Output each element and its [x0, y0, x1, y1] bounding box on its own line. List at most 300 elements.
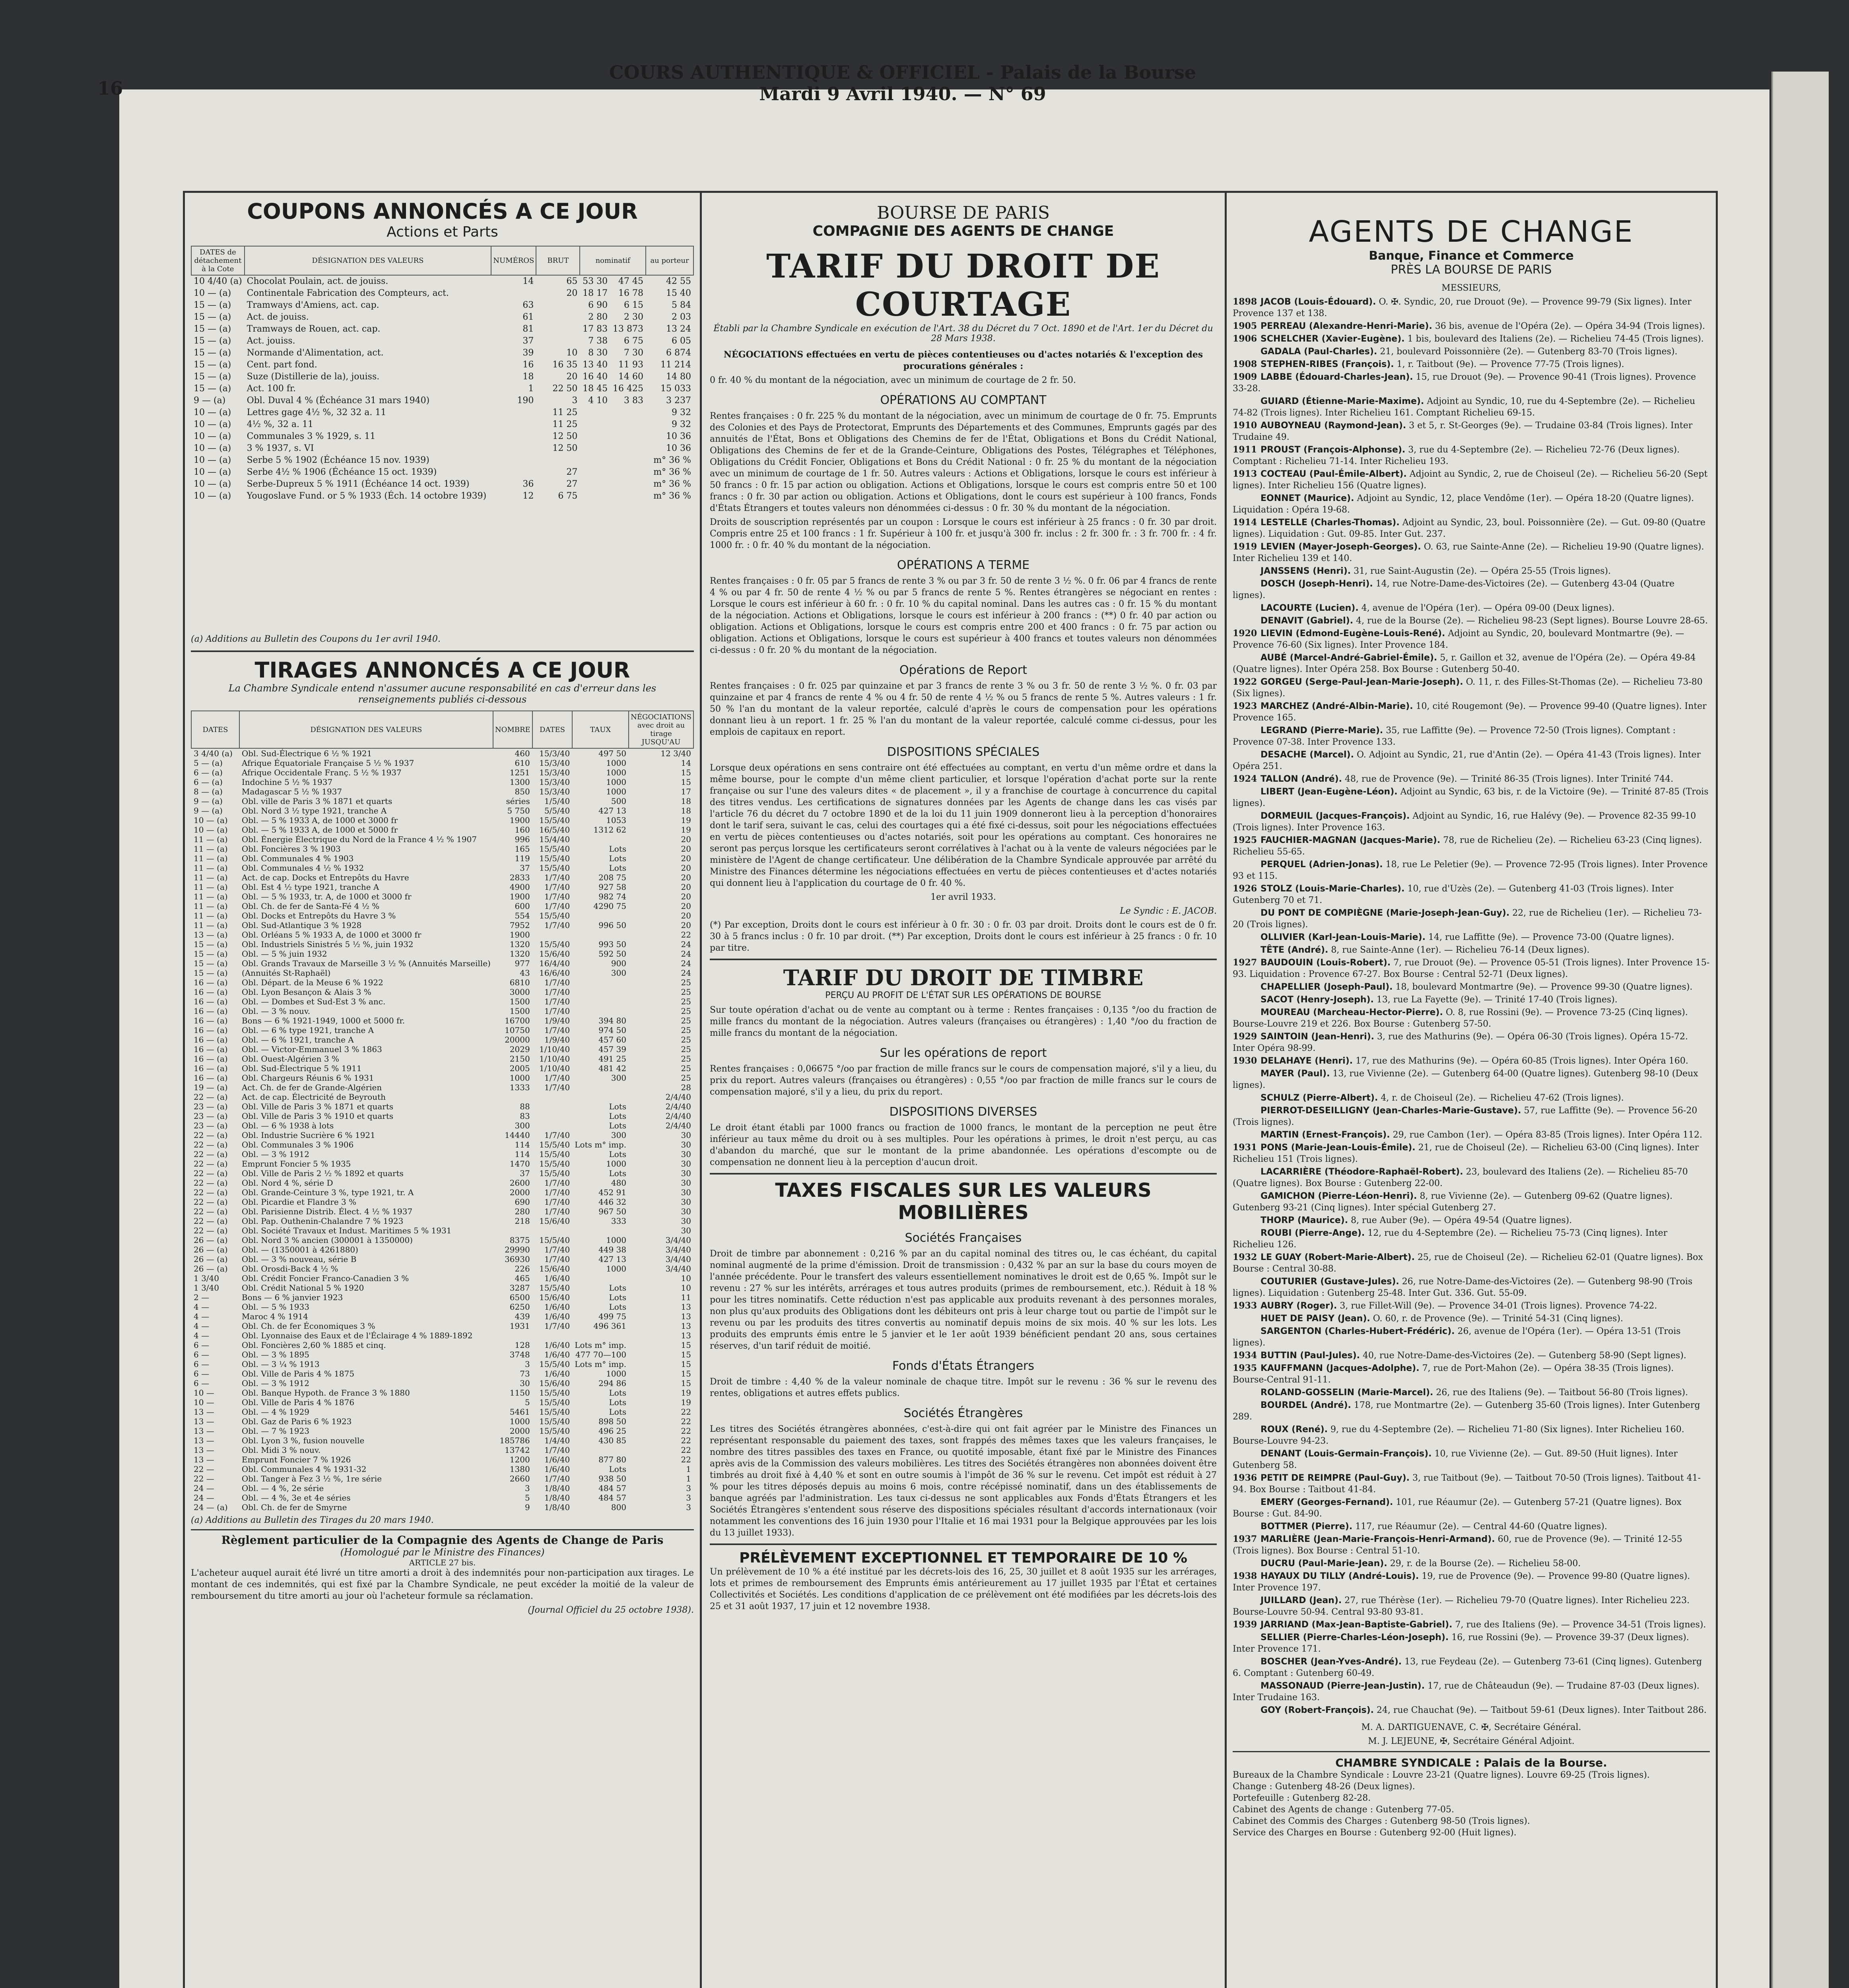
tirage-cell: 165	[515, 844, 530, 854]
agents-secretaire: M. A. DARTIGUENAVE, C. ✠, Secrétaire Général.	[1361, 1722, 1581, 1732]
coupon-cell	[491, 419, 536, 431]
agent-name: DORMEUIL (Jacques-François).	[1261, 811, 1410, 821]
tirage-row	[191, 920, 693, 930]
tirage-cell: 1000	[509, 1417, 530, 1426]
agent-name: SCHELCHER (Xavier-Eugène).	[1261, 334, 1405, 344]
tirage-cell: Act. de cap. Électricité de Beyrouth	[241, 1092, 386, 1102]
agent-year: 1925	[1233, 835, 1257, 845]
next-page-edge	[1771, 72, 1829, 1988]
coupon-cell: 15 40	[666, 288, 691, 298]
coupons-col-designation: DÉSIGNATION DES VALEURS	[245, 246, 491, 275]
agent-entry	[1233, 1448, 1710, 1471]
coupon-row	[191, 323, 693, 335]
coupon-cell: 53 30	[583, 276, 608, 286]
tirage-row	[191, 806, 693, 815]
tirage-cell: Afrique Équatoriale Française 5 ½ % 1937	[241, 758, 414, 768]
agent-year: 1935	[1233, 1363, 1257, 1373]
tirage-cell	[572, 978, 629, 987]
nego-text: 0 fr. 40 % du montant de la négociation, avec un minimum de courtage de 2 fr. 50.	[710, 375, 1076, 385]
tirage-cell: 13742	[505, 1445, 530, 1455]
tirage-cell: 16/6/40	[539, 968, 570, 978]
agent-year: 1930	[1233, 1056, 1257, 1066]
agent-details: O. 8, rue Rossini (9e). — Provence 73-25 (Cinq lignes). Bourse-Louvre 219 et 226. Box Bourse : Gutenberg 57-50.	[1233, 1008, 1688, 1029]
reglement-title: Règlement particulier de la Compagnie des Agents de Change de Paris	[221, 1534, 664, 1547]
tirage-row	[191, 1483, 693, 1493]
agent-entry	[1233, 493, 1710, 516]
agent-details: Adjoint au Syndic, 23, boul. Poissonnière (2e). — Gut. 09-80 (Quatre lignes). Liquidation : Gut. 09-85. Inter Gut. 237.	[1233, 518, 1706, 539]
timbre-title: TARIF DU DROIT DE TIMBRE	[783, 965, 1144, 990]
coupon-cell: 10 36	[666, 443, 691, 453]
tirage-cell: 15/6/40	[539, 1216, 570, 1226]
tirage-cell: 500	[611, 796, 627, 806]
chambre-line: Change : Gutenberg 48-26 (Deux lignes).	[1233, 1782, 1415, 1792]
coupon-cell: Normande d'Alimentation, act.	[247, 348, 384, 358]
tirage-cell: Obl. Nord 4 %, série D	[241, 1178, 333, 1188]
coupon-cell	[536, 323, 580, 335]
tirage-row	[191, 997, 693, 1006]
agent-entry	[1233, 628, 1710, 651]
agent-details: 8, rue Sainte-Anne (1er). — Richelieu 76-14 (Deux lignes).	[1331, 945, 1590, 955]
coupon-cell: 18	[522, 372, 534, 382]
tirage-cell: 1000	[606, 1369, 627, 1378]
agent-details: 26, rue Notre-Dame-des-Victoires (2e). — Gutenberg 98-90 (Trois lignes). Liquidation : Gutenberg 25-48. Inter Gut. 336. Gut. 55-09.	[1233, 1277, 1693, 1298]
tirage-cell: 477 70—100	[575, 1350, 627, 1359]
tirage-cell: 15/3/40	[539, 768, 570, 777]
tirage-cell: 2 —	[194, 1293, 210, 1302]
tirage-cell: 20	[681, 892, 691, 901]
agent-details: 25, rue de Choiseul (2e). — Richelieu 62-01 (Quatre lignes). Box Bourse : Central 30-88.	[1233, 1252, 1703, 1274]
coupon-cell: Yougoslave Fund. or 5 % 1933 (Éch. 14 octobre 1939)	[247, 491, 487, 501]
tirage-cell: 15/6/40	[539, 949, 570, 959]
agent-details: Adjoint au Syndic, 20, boulevard Montmartre (9e). — Provence 76-60 (Six lignes). Inter Provence 184.	[1233, 629, 1684, 650]
tirage-cell: 4900	[509, 882, 530, 892]
tirage-cell: 15/5/40	[539, 911, 570, 920]
coupon-cell	[580, 454, 610, 466]
agent-name: PETIT DE REIMPRE (Paul-Guy).	[1261, 1473, 1410, 1483]
tirage-cell: 1/7/40	[544, 873, 570, 882]
coupon-cell: 16 40	[583, 372, 608, 382]
bourse-title: BOURSE DE PARIS	[876, 203, 1050, 223]
tirage-cell: 1/6/40	[544, 1455, 570, 1464]
agent-details: 18, boulevard Montmartre (9e). — Provence 99-30 (Quatre lignes).	[1395, 982, 1693, 992]
tirage-cell: 15	[681, 1378, 691, 1388]
tirage-cell: 15/4/40	[539, 835, 570, 844]
agent-entry	[1233, 1068, 1710, 1091]
coupon-cell	[491, 466, 536, 478]
tirage-cell: Obl. Industrie Sucrière 6 % 1921	[241, 1130, 375, 1140]
coupon-row	[191, 299, 693, 311]
soc-etr-text: Les titres des Sociétés étrangères abonnées, c'est-à-dire qui ont fait agréer par le Ministre des Finances un représentant responsable du paiement des taxes, sont frappés des mêmes taxes que les valeurs françaises, le nombre des titres passibles des taxes en France, ou quotité imposable, étant fixé par le Ministre des Finances après avis de la Commission des valeurs mobilières. Les titres des Sociétés étrangères non abonnées doivent être timbrés au droit fixé à 4,40 % et sont en outre soumis à l'impôt de 36 % sur le revenu. Cet impôt est réduit à 27 % pour les titres déposés depuis au moins 6 mois, contre récépissé nominatif, dans un des établissements de banque agréés par l'administration. Les taux ci-dessus ne sont applicables aux Fonds d'États Étrangers et les Sociétés Étrangères s'entendent sous réserve des dispositions spéciales résultant d'accords internationaux (voir notamment les conventions des 16 juin 1930 pour l'Italie et 16 mai 1931 pour la Belgique approuvées par les lois du 13 juillet 1933).	[710, 1424, 1217, 1538]
agent-details: 14, rue Notre-Dame-des-Victoires (2e). — Gutenberg 43-04 (Quatre lignes).	[1233, 579, 1675, 600]
agent-name: ROUX (René).	[1261, 1425, 1328, 1435]
coupon-cell: 37	[522, 336, 534, 346]
tirage-cell: 1/7/40	[544, 987, 570, 997]
agent-name: DU PONT DE COMPIÈGNE (Marie-Joseph-Jean-Guy).	[1261, 908, 1510, 918]
agent-entry	[1233, 810, 1710, 833]
tirage-cell: 30	[681, 1226, 691, 1235]
agent-name: STOLZ (Louis-Marie-Charles).	[1261, 884, 1405, 894]
tirage-cell: 6 —	[194, 1340, 210, 1350]
tirage-cell	[572, 1092, 629, 1102]
tirage-cell: 11 — (a)	[194, 854, 228, 863]
tirage-cell: 11 — (a)	[194, 911, 228, 920]
tirage-cell: 15 — (a)	[194, 968, 228, 978]
tirage-row	[191, 854, 693, 863]
tirage-cell: 15/5/40	[539, 1140, 570, 1149]
tirage-cell: 7952	[509, 920, 530, 930]
coupon-row	[191, 287, 693, 299]
coupon-cell: 22 50	[552, 384, 578, 394]
coupon-cell: Serbe 5 % 1902 (Échéance 15 nov. 1939)	[247, 455, 429, 465]
agent-entry	[1233, 1031, 1710, 1054]
tirage-cell: 1333	[509, 1083, 530, 1092]
agent-details: 3, rue des Mathurins (9e). — Opéra 06-30 (Trois lignes). Opéra 15-72. Inter Opéra 98-99.	[1233, 1032, 1688, 1053]
agent-name: AUBRY (Roger).	[1261, 1301, 1337, 1311]
tirage-row	[191, 796, 693, 806]
tirage-cell: 4 —	[194, 1321, 210, 1331]
tirage-cell: 30	[681, 1140, 691, 1149]
tirage-row	[191, 1178, 693, 1188]
agent-entry	[1233, 541, 1710, 564]
tirage-cell: 15/5/40	[539, 1283, 570, 1293]
tirage-cell: Obl. Grands Travaux de Marseille 3 ½ % (Annuités Marseille)	[241, 959, 491, 968]
tirage-cell: 300	[611, 968, 627, 978]
coupon-cell	[580, 490, 610, 502]
tirage-row	[191, 777, 693, 787]
coupon-cell: 10 — (a)	[194, 408, 231, 417]
coupon-cell: 42 55	[666, 276, 691, 286]
coupon-row	[191, 371, 693, 383]
coupon-cell	[491, 454, 536, 466]
tirage-cell: 1251	[509, 768, 530, 777]
report-timbre-text: Rentes françaises : 0,06675 °/oo par fraction de mille francs sur le cours de compensation majoré, s'il y a lieu, du prix du report. Autres valeurs (françaises ou étrangères) : 0,55 °/oo par fraction de mille francs sur le cours de compensation majoré, s'il y a lieu, du prix du report.	[710, 1064, 1217, 1097]
tirage-cell: 20	[681, 835, 691, 844]
agent-entry	[1233, 1142, 1710, 1165]
agent-year: 1934	[1233, 1350, 1257, 1361]
agent-entry	[1233, 1300, 1710, 1312]
tirage-cell: 1/7/40	[544, 1445, 570, 1455]
tirage-row	[191, 1102, 693, 1111]
agent-name: MARLIÈRE (Jean-Marie-François-Henri-Armand).	[1261, 1534, 1495, 1544]
agent-entry	[1233, 749, 1710, 772]
soc-fr-text: Droit de timbre par abonnement : 0,216 % par an du capital nominal des titres ou, le cas échéant, du capital nominal augmenté de la prime d'émission. Droit de transmission : 0,432 % par an sur la base du cours moyen de l'année précédente. Pour le transfert des valeurs essentiellement nominatives le droit est de 0,65 %. Impôt sur le revenu : 27 % sur les intérêts, arrérages et tous autres produits (primes de remboursement, etc.). Réduit à 18 % pour les titres nominatifs. Cette réduction n'est pas applicable aux produits revenant à des personnes morales, non plus qu'aux produits des Obligations dont les débiteurs ont pris à leur charge tout ou partie de l'impôt sur le revenu ou par les produits des titres convertis au nominatif depuis moins de six mois. 40 % sur les lots. Les produits des emprunts émis entre le 5 janvier et le 1er août 1939 bénéficient pendant 20 ans, sous certaines réserves, d'un tarif réduit de moitié.	[710, 1249, 1217, 1351]
tirage-cell: 3/4/40	[665, 1254, 691, 1264]
tirage-cell: 3 4/40 (a)	[194, 749, 233, 758]
agent-name: MARTIN (Ernest-François).	[1261, 1130, 1390, 1140]
tirage-cell: 16 — (a)	[194, 1016, 228, 1025]
tirage-row	[191, 1293, 693, 1302]
coupon-cell: 15 — (a)	[194, 336, 231, 346]
left-column	[191, 199, 694, 1988]
tirage-cell: 1200	[509, 1455, 530, 1464]
tirage-cell: 2/4/40	[665, 1121, 691, 1130]
tirage-cell: 119	[515, 854, 530, 863]
tirage-cell: 1/7/40	[544, 1474, 570, 1483]
tirage-cell: Lots	[609, 1283, 627, 1293]
tirage-cell: Indochine 5 ½ % 1937	[241, 777, 333, 787]
agent-entry	[1233, 1656, 1710, 1679]
agent-details: 4, rue de la Bourse (2e). — Richelieu 98-23 (Sept lignes). Bourse Louvre 28-65.	[1356, 616, 1708, 626]
tirage-cell: 16 — (a)	[194, 987, 228, 997]
coupon-cell: 16 78	[618, 288, 643, 298]
col-divider-2	[1225, 191, 1227, 1988]
tirage-cell: Obl. Communales 4 % 1903	[241, 854, 354, 863]
tirage-cell: 1/6/40	[544, 1302, 570, 1312]
agent-entry	[1233, 444, 1710, 467]
tirages-table	[191, 711, 694, 1512]
tirage-cell: 25	[681, 987, 691, 997]
agent-entry	[1233, 1350, 1710, 1361]
coupon-cell	[610, 454, 646, 466]
tirage-cell: 690	[515, 1197, 530, 1207]
tirage-cell: 11 — (a)	[194, 863, 228, 873]
tirage-cell: 1931	[509, 1321, 530, 1331]
tirage-cell: Obl. — 4 %, 2e série	[241, 1483, 324, 1493]
agent-name: PIERROT-DESEILLIGNY (Jean-Charles-Marie-Gustave).	[1261, 1106, 1521, 1116]
tirage-cell: 1/5/40	[544, 796, 570, 806]
tirage-cell: 16 — (a)	[194, 978, 228, 987]
tirage-cell	[572, 1083, 629, 1092]
tirage-cell: Obl. Midi 3 % nouv.	[241, 1445, 321, 1455]
coupon-row	[191, 443, 693, 454]
tirage-cell: Lots	[609, 1102, 627, 1111]
agent-entry	[1233, 725, 1710, 748]
tirage-row	[191, 768, 693, 777]
tirage-cell: 26 — (a)	[194, 1245, 228, 1254]
coupons-col-numeros: NUMÉROS	[491, 246, 536, 275]
tirage-cell: 83	[520, 1111, 530, 1121]
coupon-cell: 7 38	[588, 336, 608, 346]
coupons-subtitle: Actions et Parts	[387, 224, 498, 240]
dispo-date: 1er avril 1933.	[930, 892, 996, 902]
chambre-title: CHAMBRE SYNDICALE : Palais de la Bourse.	[1335, 1756, 1607, 1769]
tirage-cell: 4 —	[194, 1312, 210, 1321]
chambre-line: Cabinet des Agents de change : Gutenberg 77-05.	[1233, 1805, 1455, 1815]
tirage-cell: 300	[515, 1121, 530, 1130]
coupons-title: COUPONS ANNONCÉS A CE JOUR	[247, 199, 638, 224]
middle-column	[710, 203, 1217, 1988]
tirage-cell: 15/5/40	[539, 1169, 570, 1178]
agent-details: O. 60, r. de Provence (9e). — Trinité 54-31 (Cinq lignes).	[1373, 1314, 1623, 1324]
tirages-footnote: (a) Additions au Bulletin des Tirages du 20 mars 1940.	[191, 1515, 434, 1525]
tirage-cell: 554	[515, 911, 530, 920]
tirage-cell: 36930	[505, 1254, 530, 1264]
tirage-cell: Lots	[609, 1302, 627, 1312]
agent-name: CHAPELLIER (Joseph-Paul).	[1261, 982, 1393, 992]
tirage-cell: Bons — 6 % janvier 1923	[241, 1293, 343, 1302]
tirage-cell: 25	[681, 997, 691, 1006]
tirage-cell	[532, 1226, 573, 1235]
tirage-cell: Obl. Foncières 3 % 1903	[241, 844, 341, 854]
tirage-cell: Obl. — 3 ¼ % 1913	[241, 1359, 320, 1369]
coupons-col-porteur: au porteur	[646, 246, 693, 275]
agent-details: 23, boulevard des Italiens (2e). — Richelieu 85-70 (Quatre lignes). Box Bourse : Gutenberg 22-00.	[1233, 1167, 1688, 1188]
tirage-cell: 11 — (a)	[194, 892, 228, 901]
agents-adjoint: M. J. LEJEUNE, ✠, Secrétaire Général Adjoint.	[1368, 1736, 1575, 1746]
agent-entry	[1233, 1313, 1710, 1324]
agent-entry	[1233, 1472, 1710, 1495]
tirage-cell: 1/4/40	[544, 1436, 570, 1445]
tirage-cell: 22 —	[194, 1464, 214, 1474]
tirage-cell: Obl. Gaz de Paris 6 % 1923	[241, 1417, 352, 1426]
coupon-cell: Serbe 4½ % 1906 (Échéance 15 oct. 1939)	[247, 467, 437, 477]
agent-year: 1924	[1233, 774, 1257, 784]
tirage-row	[191, 940, 693, 949]
tirage-cell: 9 — (a)	[194, 806, 223, 815]
tirage-cell: 13 —	[194, 1436, 214, 1445]
agent-name: BAUDOUIN (Louis-Robert).	[1261, 958, 1391, 968]
agent-details: 29, r. de la Bourse (2e). — Richelieu 58-00.	[1390, 1559, 1581, 1569]
tirage-cell	[572, 987, 629, 997]
tirage-cell	[572, 1445, 629, 1455]
tirage-cell: 5	[524, 1493, 530, 1503]
tirage-cell: 22	[681, 1445, 691, 1455]
tirage-cell: 16/5/40	[539, 825, 570, 835]
tirage-cell: 15/5/40	[539, 1388, 570, 1398]
tirage-row	[191, 1216, 693, 1226]
tirage-cell: 2/4/40	[665, 1092, 691, 1102]
tirage-cell: Lots	[609, 1398, 627, 1407]
op-report-text: Rentes françaises : 0 fr. 025 par quinzaine et par 3 francs de rente 3 % ou 3 fr. 50 de rente 3 ½ %. 0 fr. 03 par quinzaine et par 4 francs de rente 4 % ou 4 fr. 50 de rente 4 ½ % ou 5 francs de rente 5 %. Autres valeurs : 1 fr. 50 % l'an du montant de la valeur reportée, calculé d'après le cours de compensation pour les opérations donnant lieu à un report. 1 fr. 25 % l'an du montant de la valeur reportée, calculé comme ci-dessus, pour les emplois de capitaux en report.	[710, 681, 1217, 737]
coupon-row	[191, 359, 693, 371]
tirage-row	[191, 1493, 693, 1503]
agent-details: 3, rue Fillet-Will (9e). — Provence 34-01 (Trois lignes). Provence 74-22.	[1340, 1301, 1657, 1311]
agents-subtitle2: PRÈS LA BOURSE DE PARIS	[1391, 263, 1552, 277]
tirage-cell: 15/5/40	[539, 1398, 570, 1407]
tirage-cell: 15 — (a)	[194, 940, 228, 949]
tirage-row	[191, 1207, 693, 1216]
coupon-cell: 20	[566, 372, 578, 382]
tirage-cell: 15	[681, 768, 691, 777]
tirage-cell: 1/7/40	[544, 1321, 570, 1331]
tirage-cell: 19 — (a)	[194, 1083, 228, 1092]
tirage-cell: 600	[515, 901, 530, 911]
coupon-cell: Lettres gage 4½ %, 32 32 a. 11	[247, 408, 387, 417]
tirage-cell: 15/5/40	[539, 1149, 570, 1159]
coupon-cell: 15 — (a)	[194, 312, 231, 322]
tirage-cell: 1/7/40	[544, 1083, 570, 1092]
tirage-cell: 30	[681, 1197, 691, 1207]
tirage-cell: 15/5/40	[539, 844, 570, 854]
tirage-cell: Obl. — 3 % nouv.	[241, 1006, 311, 1016]
tirage-cell: 20000	[505, 1035, 530, 1044]
agent-details: 19, rue de Provence (9e). — Provence 99-80 (Quatre lignes). Inter Provence 197.	[1233, 1571, 1690, 1593]
tirage-cell: 1/7/40	[544, 1178, 570, 1188]
tirage-cell: Obl. — 3 % 1912	[241, 1149, 309, 1159]
tirage-cell	[572, 997, 629, 1006]
agent-name: BUTTIN (Paul-Jules).	[1261, 1351, 1360, 1361]
tirage-row	[191, 1044, 693, 1054]
agent-entry	[1233, 1215, 1710, 1226]
tirage-cell: 3/4/40	[665, 1235, 691, 1245]
tirage-row	[191, 1436, 693, 1445]
coupon-cell: 27	[566, 479, 578, 489]
tirage-cell: 16 — (a)	[194, 1064, 228, 1073]
tirage-cell: 900	[611, 959, 627, 968]
tirage-cell: Lots	[609, 854, 627, 863]
agent-year: 1909	[1233, 372, 1257, 382]
tirage-cell: 218	[515, 1216, 530, 1226]
agent-year: 1938	[1233, 1571, 1257, 1581]
coupon-cell: 13 24	[666, 324, 691, 334]
coupon-cell: 6 75	[624, 336, 643, 346]
tirages-col-remb-dates: DATES	[532, 711, 573, 748]
tirage-cell: 19	[681, 825, 691, 835]
coupon-cell: m° 36 %	[653, 455, 691, 465]
tirage-cell: 10 — (a)	[194, 815, 228, 825]
tirage-cell: 24	[681, 940, 691, 949]
coupon-cell: Tramways de Rouen, act. cap.	[247, 324, 381, 334]
tirage-cell: 20	[681, 854, 691, 863]
tirage-cell: 16 — (a)	[194, 1073, 228, 1083]
agent-entry	[1233, 1166, 1710, 1189]
tirage-cell: 15/3/40	[539, 777, 570, 787]
tirage-cell: 88	[520, 1102, 530, 1111]
agent-year: 1908	[1233, 359, 1257, 369]
coupon-cell	[536, 311, 580, 323]
coupon-cell: Chocolat Poulain, act. de jouiss.	[247, 276, 388, 286]
agent-details: 21, rue de Choiseul (2e). — Richelieu 63-00 (Cinq lignes). Inter Richelieu 151 (Trois lignes).	[1233, 1143, 1699, 1164]
tirage-cell: Obl. Docks et Entrepôts du Havre 3 %	[241, 911, 396, 920]
agent-details: 57, rue Laffitte (9e). — Provence 56-20 (Trois lignes).	[1233, 1106, 1698, 1127]
tirage-cell: 15/5/40	[539, 1426, 570, 1436]
tirage-cell: 20	[681, 882, 691, 892]
tirage-cell: 491 25	[598, 1054, 627, 1064]
tirage-cell: 460	[515, 749, 530, 758]
coupon-cell: Continentale Fabrication des Compteurs, act.	[247, 288, 449, 298]
tirage-cell: 22 — (a)	[194, 1159, 228, 1169]
tirage-cell: 22	[681, 1417, 691, 1426]
tirage-cell: 1/10/40	[539, 1064, 570, 1073]
tirage-row	[191, 1226, 693, 1235]
tirage-cell: 15/5/40	[539, 1235, 570, 1245]
agent-details: 15, rue Drouot (9e). — Provence 90-41 (Trois lignes). Provence 33-28.	[1233, 372, 1696, 394]
agent-entry	[1233, 907, 1710, 930]
tirage-cell: 457 39	[598, 1044, 627, 1054]
coupon-cell: 3 83	[624, 396, 643, 406]
coupon-cell: 10 — (a)	[194, 288, 231, 298]
coupon-cell: 18 17	[583, 288, 608, 298]
tirage-cell: 15	[681, 1350, 691, 1359]
tirage-cell: 24	[681, 949, 691, 959]
tirage-cell: 25	[681, 1006, 691, 1016]
agent-details: 1, r. Taitbout (9e). — Provence 77-75 (Trois lignes).	[1396, 359, 1624, 369]
agent-entry	[1233, 944, 1710, 956]
tirage-row	[191, 815, 693, 825]
tirage-row	[191, 873, 693, 882]
tirage-cell: 12 3/40	[660, 749, 691, 758]
coupon-cell: 11 214	[660, 360, 691, 370]
coupon-cell: 13 873	[613, 324, 643, 334]
tirage-cell: Obl. Ville de Paris 4 % 1875	[241, 1369, 355, 1378]
coupon-cell: 18 45	[583, 384, 608, 394]
agent-details: 7, rue de Port-Mahon (2e). — Opéra 38-35 (Trois lignes). Bourse-Central 91-11.	[1233, 1363, 1674, 1385]
dispo-spec-heading: DISPOSITIONS SPÉCIALES	[887, 745, 1040, 759]
tirage-cell: 2833	[509, 873, 530, 882]
agent-entry	[1233, 701, 1710, 724]
agents-title: AGENTS DE CHANGE	[1309, 215, 1634, 249]
coupons-col-dates: DATES de détachement à la Cote	[191, 246, 245, 275]
tirage-cell: 6 — (a)	[194, 777, 223, 787]
agent-name: JANSSENS (Henri).	[1261, 566, 1351, 576]
tirage-cell	[493, 1331, 532, 1340]
tirages-col-designation: DÉSIGNATION DES VALEURS	[239, 711, 493, 748]
op-report-heading: Opérations de Report	[899, 663, 1027, 677]
tirage-cell: 10750	[505, 1025, 530, 1035]
coupon-cell	[580, 478, 610, 490]
agent-year: 1933	[1233, 1301, 1257, 1311]
agent-details: 3 et 5, r. St-Georges (9e). — Trudaine 03-84 (Trois lignes). Inter Trudaine 49.	[1233, 421, 1693, 442]
